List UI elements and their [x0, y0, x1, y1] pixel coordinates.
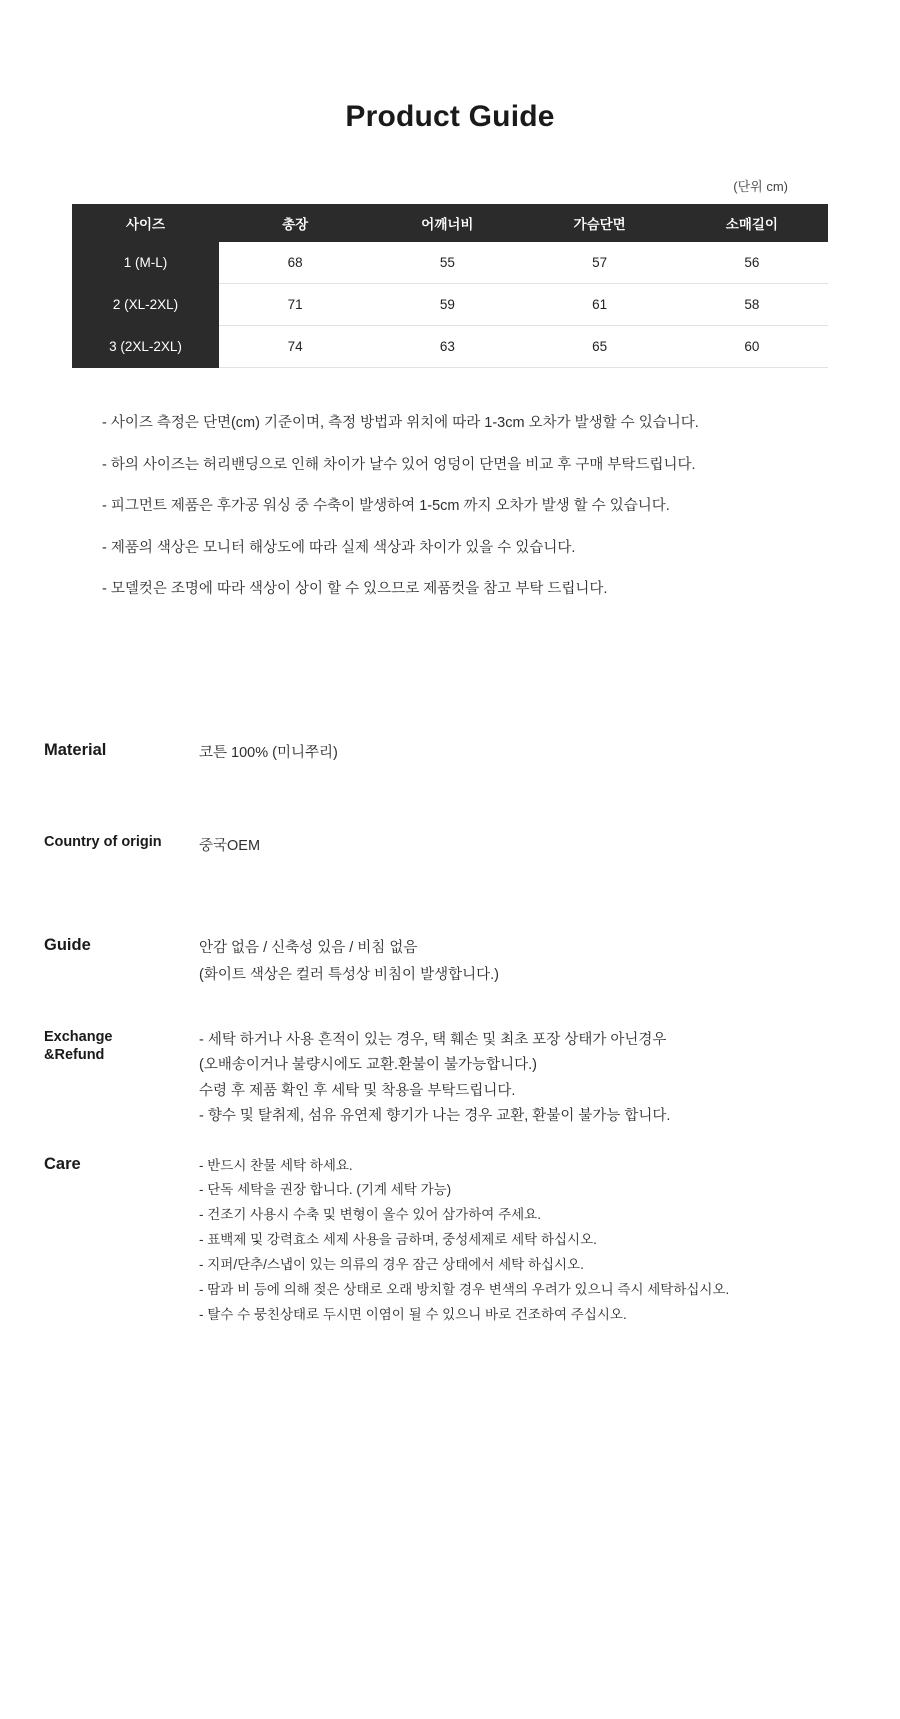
cell-length-2: 71: [219, 284, 371, 326]
exchange-line-1: - 세탁 하거나 사용 흔적이 있는 경우, 택 훼손 및 최초 포장 상태가 아닌경우: [199, 1032, 667, 1048]
origin-line-1: 중국OEM: [199, 838, 261, 855]
list-item: - 모델컷은 조명에 따라 색상이 상이 할 수 있으므로 제품컷을 참고 부탁 드립니다.: [102, 581, 608, 598]
cell-chest-3: 65: [524, 326, 676, 368]
cell-shoulder-1: 55: [371, 242, 523, 284]
exchange-refund-label: [44, 1028, 199, 1064]
exchange-line-4: - 향수 및 탈취제, 섬유 유연제 향기가 나는 경우 교환, 환불이 불가능 합니다.: [199, 1108, 671, 1125]
exchange-line-3: 수령 후 제품 확인 후 세탁 및 착용을 부탁드립니다.: [199, 1082, 516, 1099]
list-item: - 사이즈 측정은 단면(cm) 기준이며, 측정 방법과 위치에 따라 1-3cm 오차가 발생할 수 있습니다.: [102, 415, 699, 431]
material-line-1: 코튼 100% (미니쭈리): [199, 744, 338, 761]
care-line-5: - 지퍼/단추/스냅이 있는 의류의 경우 잠근 상태에서 세탁 하십시오.: [199, 1257, 584, 1273]
column-header-sleeve: 소매길이: [676, 204, 828, 242]
guide-line-1: 안감 없음 / 신축성 있음 / 비침 없음: [199, 939, 418, 956]
size-table-head: [72, 204, 828, 242]
origin-value: [199, 833, 864, 861]
cell-length-1: 68: [219, 242, 371, 284]
care-section: [44, 1154, 864, 1329]
material-label: Material: [44, 740, 107, 759]
list-item: - 제품의 색상은 모니터 해상도에 따라 실제 색상과 차이가 있을 수 있습니다.: [102, 539, 576, 556]
table-header-row: [72, 204, 828, 242]
column-header-length: 총장: [219, 204, 371, 242]
table-row: [72, 326, 828, 368]
exchange-refund-section: [44, 1028, 864, 1130]
measurement-notes-list: [62, 414, 882, 600]
care-line-6: - 땀과 비 등에 의해 젖은 상태로 오래 방치할 경우 변색의 우려가 있으니 즉시 세탁하십시오.: [199, 1282, 730, 1298]
guide-section: [44, 935, 864, 990]
guide-value: [199, 935, 864, 990]
table-row: [72, 284, 828, 326]
material-section: [44, 740, 864, 768]
column-header-size: 사이즈: [72, 204, 219, 242]
cell-sleeve-1: 56: [676, 242, 828, 284]
column-header-shoulder: 어깨너비: [371, 204, 523, 242]
row-header-size-2: 2 (XL-2XL): [72, 284, 219, 326]
guide-line-2: (화이트 색상은 컬러 특성상 비침이 발생합니다.): [199, 967, 499, 984]
table-row: [72, 242, 828, 284]
size-table: [72, 204, 828, 368]
care-value: [199, 1154, 864, 1329]
row-header-size-3: 3 (2XL-2XL): [72, 326, 219, 368]
cell-length-3: 74: [219, 326, 371, 368]
care-line-3: - 건조기 사용시 수축 및 변형이 올수 있어 삼가하여 주세요.: [199, 1207, 541, 1223]
cell-shoulder-3: 63: [371, 326, 523, 368]
exchange-line-2: (오배송이거나 불량시에도 교환.환불이 불가능합니다.): [199, 1057, 537, 1074]
list-item: - 피그먼트 제품은 후가공 워싱 중 수축이 발생하여 1-5cm 까지 오차가 발생 할 수 있습니다.: [102, 498, 670, 515]
size-table-body: [72, 242, 828, 368]
origin-section: [44, 833, 864, 861]
column-header-chest: 가슴단면: [524, 204, 676, 242]
cell-chest-2: 61: [524, 284, 676, 326]
care-line-2: - 단독 세탁을 권장 합니다. (기계 세탁 가능): [199, 1182, 452, 1198]
care-label: Care: [44, 1154, 81, 1173]
origin-label: Country of origin: [44, 834, 162, 851]
exchange-label-line-2: &Refund: [44, 1047, 105, 1064]
size-table-container: [72, 204, 828, 368]
guide-label: Guide: [44, 935, 91, 954]
care-line-1: - 반드시 찬물 세탁 하세요.: [199, 1157, 353, 1173]
care-line-4: - 표백제 및 강력효소 세제 사용을 금하며, 중성세제로 세탁 하십시오.: [199, 1232, 597, 1248]
cell-chest-1: 57: [524, 242, 676, 284]
care-line-7: - 탈수 수 뭉친상태로 두시면 이염이 될 수 있으니 바로 건조하여 주십시오.: [199, 1307, 627, 1323]
page-title: Product Guide: [345, 100, 555, 133]
unit-note: (단위 cm): [733, 179, 788, 194]
material-value: [199, 740, 864, 768]
exchange-refund-value: [199, 1028, 864, 1130]
exchange-label-line-1: Exchange: [44, 1029, 113, 1045]
cell-sleeve-2: 58: [676, 284, 828, 326]
list-item: - 하의 사이즈는 허리밴딩으로 인해 차이가 날수 있어 엉덩이 단면을 비교 후 구매 부탁드립니다.: [102, 456, 696, 473]
row-header-size-1: 1 (M-L): [72, 242, 219, 284]
cell-shoulder-2: 59: [371, 284, 523, 326]
cell-sleeve-3: 60: [676, 326, 828, 368]
